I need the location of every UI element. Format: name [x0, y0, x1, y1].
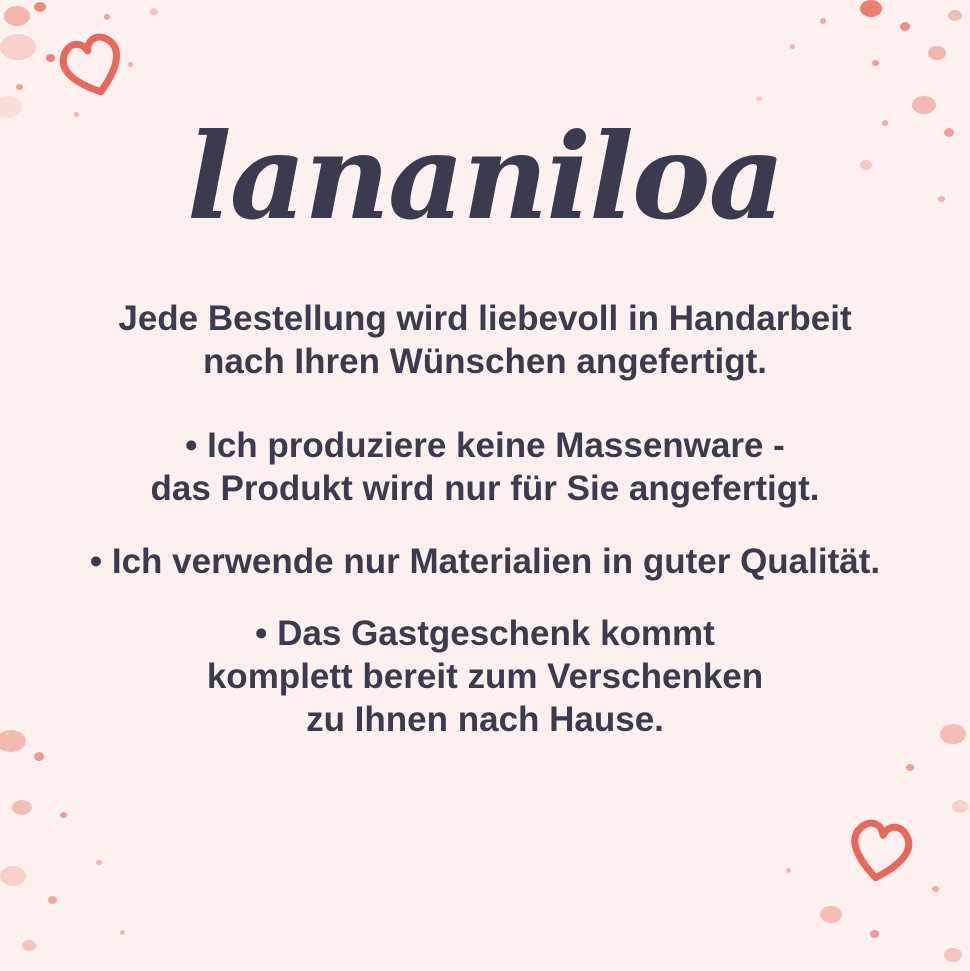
brand-logo-text: lananiloa	[186, 107, 784, 246]
bullet-line: • Ich verwende nur Materialien in guter Qualität.	[89, 541, 881, 581]
list-item	[90, 613, 880, 741]
list-item	[90, 425, 880, 510]
bullet-line: komplett bereit zum Verschenken	[206, 657, 764, 697]
bullet-line: zu Ihnen nach Hause.	[306, 699, 664, 739]
tagline-line: Jede Bestellung wird liebevoll in Handarbeit	[118, 299, 852, 338]
list-item	[90, 541, 880, 584]
bullet-line: • Ich produziere keine Massenware -	[185, 426, 785, 466]
tagline-line: nach Ihren Wünschen angefertigt.	[203, 341, 767, 381]
bullet-list	[90, 425, 880, 771]
tagline	[118, 298, 851, 383]
bullet-line: das Produkt wird nur für Sie angefertigt.	[150, 469, 820, 509]
bullet-line: • Das Gastgeschenk kommt	[255, 614, 715, 654]
